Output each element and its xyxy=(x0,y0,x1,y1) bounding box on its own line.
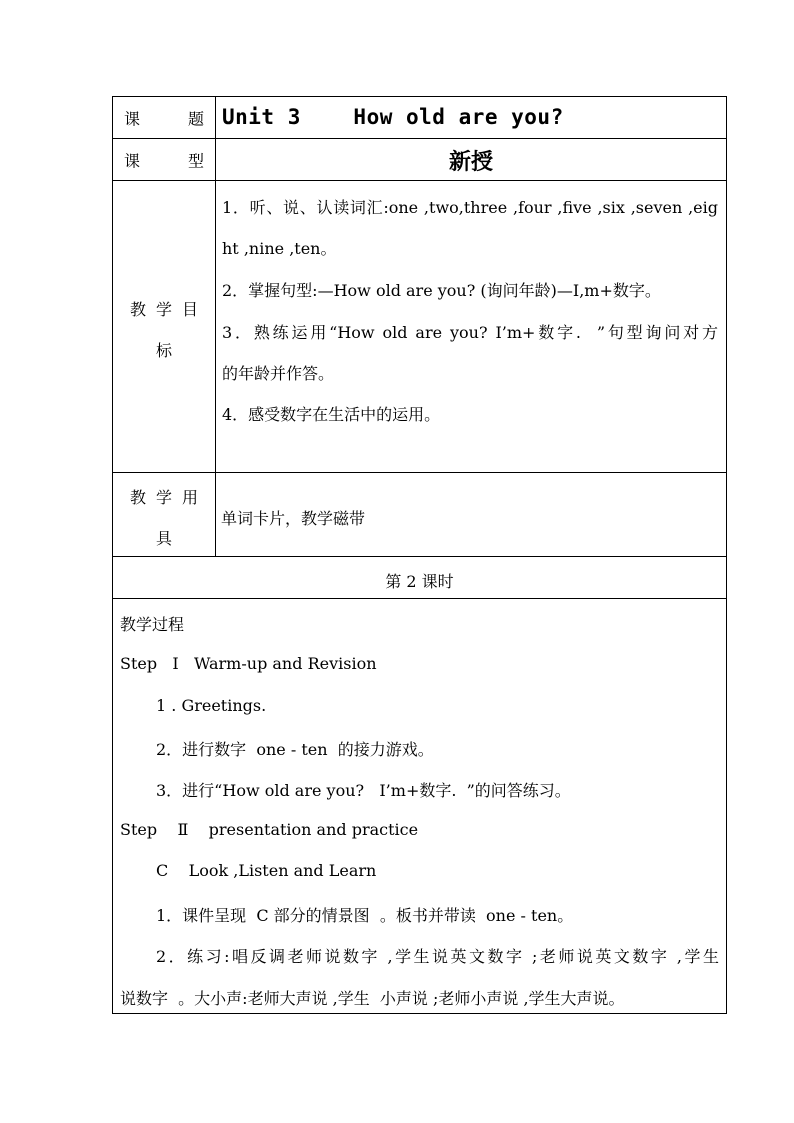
objectives-label-line2: 标 xyxy=(155,341,172,360)
tools-label xyxy=(113,473,216,556)
objective-line: 2．掌握句型:—How old are you? (询问年龄)—I,m+数字。 xyxy=(222,281,661,300)
type-label-char: 型 xyxy=(187,151,204,170)
topic-value: Unit 3 How old are you? xyxy=(222,105,564,129)
type-value: 新授 xyxy=(448,149,493,175)
topic-label-char: 课 xyxy=(124,109,141,128)
type-label-char: 课 xyxy=(124,151,141,170)
type-row xyxy=(113,139,726,181)
process-line: Step Ⅰ Warm-up and Revision xyxy=(120,654,377,673)
process-line: 说数字 。大小声:老师大声说 ,学生 小声说 ;老师小声说 ,学生大声说。 xyxy=(120,989,625,1008)
topic-label-char: 题 xyxy=(187,109,204,128)
process-section xyxy=(113,599,726,1013)
period-label: 第 2 课时 xyxy=(385,572,454,591)
tools-label-char: 学 xyxy=(155,488,172,507)
objective-line: 1．听、说、认读词汇:one ,two,three ,four ,five ,six ,seven ,eig xyxy=(222,198,718,217)
tools-value: 单词卡片，教学磁带 xyxy=(221,509,366,528)
objectives-row xyxy=(113,181,726,473)
process-line: 2．练习:唱反调老师说数字 ,学生说英文数字 ;老师说英文数字 ,学生 xyxy=(156,947,719,966)
type-label xyxy=(113,139,216,180)
process-line: 2．进行数字 one - ten 的接力游戏。 xyxy=(156,740,434,759)
process-heading: 教学过程 xyxy=(120,615,185,634)
lesson-plan-table xyxy=(112,96,727,1014)
period-row xyxy=(113,557,726,599)
objective-line: 3．熟练运用“How old are you? I’m+数字. ”句型询问对方 xyxy=(222,323,718,342)
objective-line: ht ,nine ,ten。 xyxy=(222,239,337,258)
topic-row xyxy=(113,97,726,139)
objectives-label-char: 学 xyxy=(155,300,172,319)
objectives-label-char: 教 xyxy=(129,300,146,319)
objective-line: 4．感受数字在生活中的运用。 xyxy=(222,405,441,424)
topic-label xyxy=(113,97,216,138)
process-line: 1．课件呈现 C 部分的情景图 。板书并带读 one - ten。 xyxy=(156,906,574,925)
process-line: C Look ,Listen and Learn xyxy=(156,861,377,880)
process-line: Step Ⅱ presentation and practice xyxy=(120,820,419,839)
tools-label-line2: 具 xyxy=(155,529,172,548)
process-line: 1 . Greetings. xyxy=(156,696,267,715)
tools-label-char: 教 xyxy=(129,488,146,507)
process-line: 3．进行“How old are you? I’m+数字. ”的问答练习。 xyxy=(156,781,571,800)
tools-row xyxy=(113,473,726,557)
objective-line: 的年龄并作答。 xyxy=(222,364,335,383)
tools-label-char: 用 xyxy=(182,488,199,507)
objectives-label xyxy=(113,181,216,472)
objectives-label-char: 目 xyxy=(182,300,199,319)
